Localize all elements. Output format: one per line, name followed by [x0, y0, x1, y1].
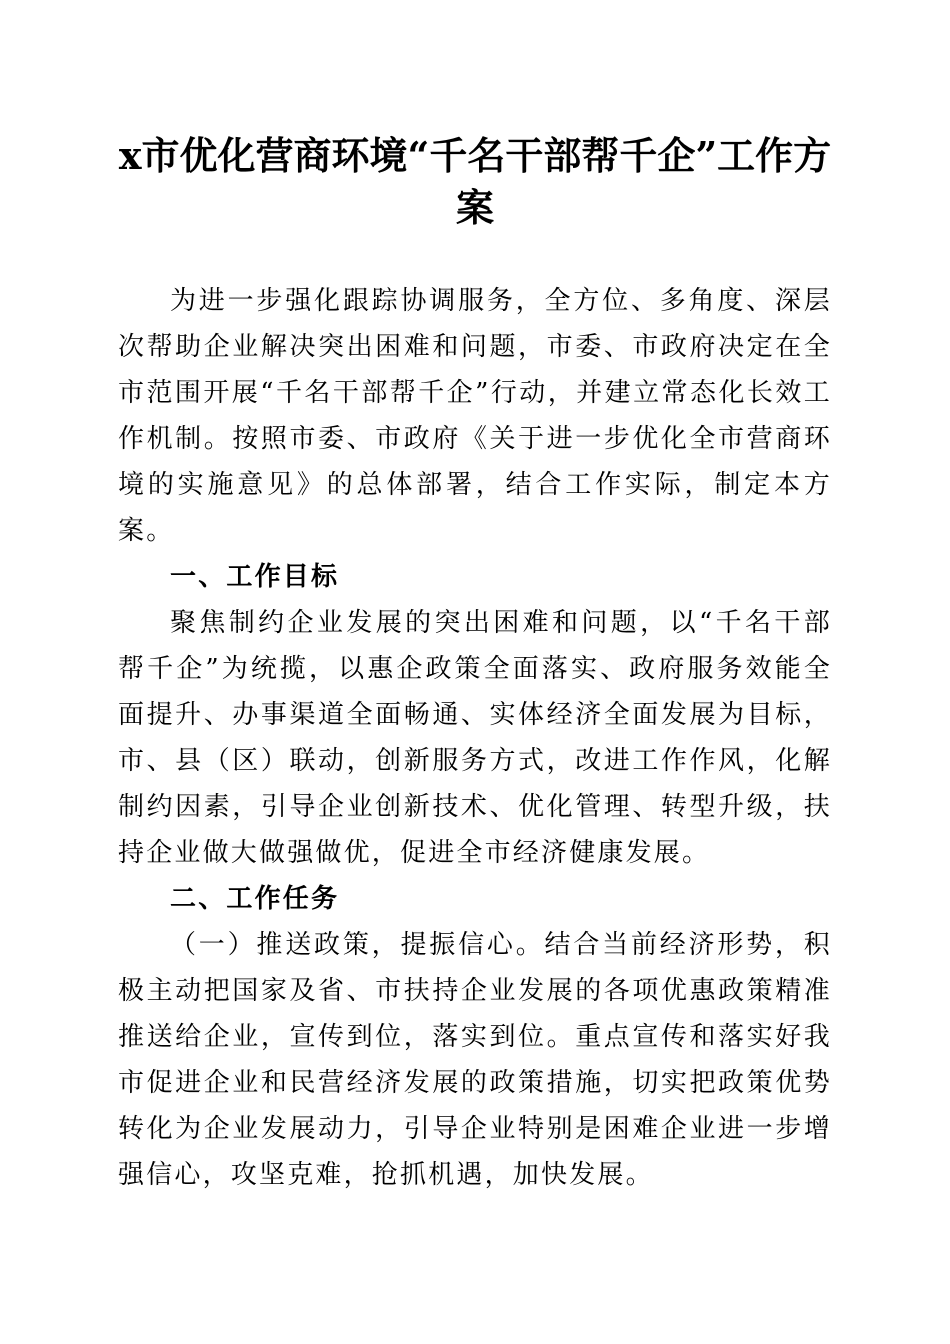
- goals-paragraph: 聚焦制约企业发展的突出困难和问题，以“千名干部帮千企”为统揽，以惠企政策全面落实、政府服务效能全面提升、办事渠道全面畅通、实体经济全面发展为目标，市、县（区）联动，创新服务方式，改进工作作风，化解制约因素，引导企业创新技术、优化管理、转型升级，扶持企业做大做强做优，促进全市经济健康发展。: [118, 608, 832, 868]
- section-heading-goals: 一、工作目标: [170, 562, 340, 592]
- document-title: x市优化营商环境“千名干部帮千企”工作方案: [118, 133, 832, 230]
- document-body: [118, 278, 832, 1198]
- tasks-paragraph: （一）推送政策，提振信心。结合当前经济形势，积极主动把国家及省、市扶持企业发展的各项优惠政策精准推送给企业，宣传到位，落实到位。重点宣传和落实好我市促进企业和民营经济发展的政策措施，切实把政策优势转化为企业发展动力，引导企业特别是困难企业进一步增强信心，攻坚克难，抢抓机遇，加快发展。: [118, 930, 832, 1190]
- section-heading-tasks: 二、工作任务: [170, 884, 340, 914]
- intro-paragraph: 为进一步强化跟踪协调服务，全方位、多角度、深层次帮助企业解决突出困难和问题，市委、市政府决定在全市范围开展“千名干部帮千企”行动，并建立常态化长效工作机制。按照市委、市政府《关于进一步优化全市营商环境的实施意见》的总体部署，结合工作实际，制定本方案。: [118, 286, 832, 546]
